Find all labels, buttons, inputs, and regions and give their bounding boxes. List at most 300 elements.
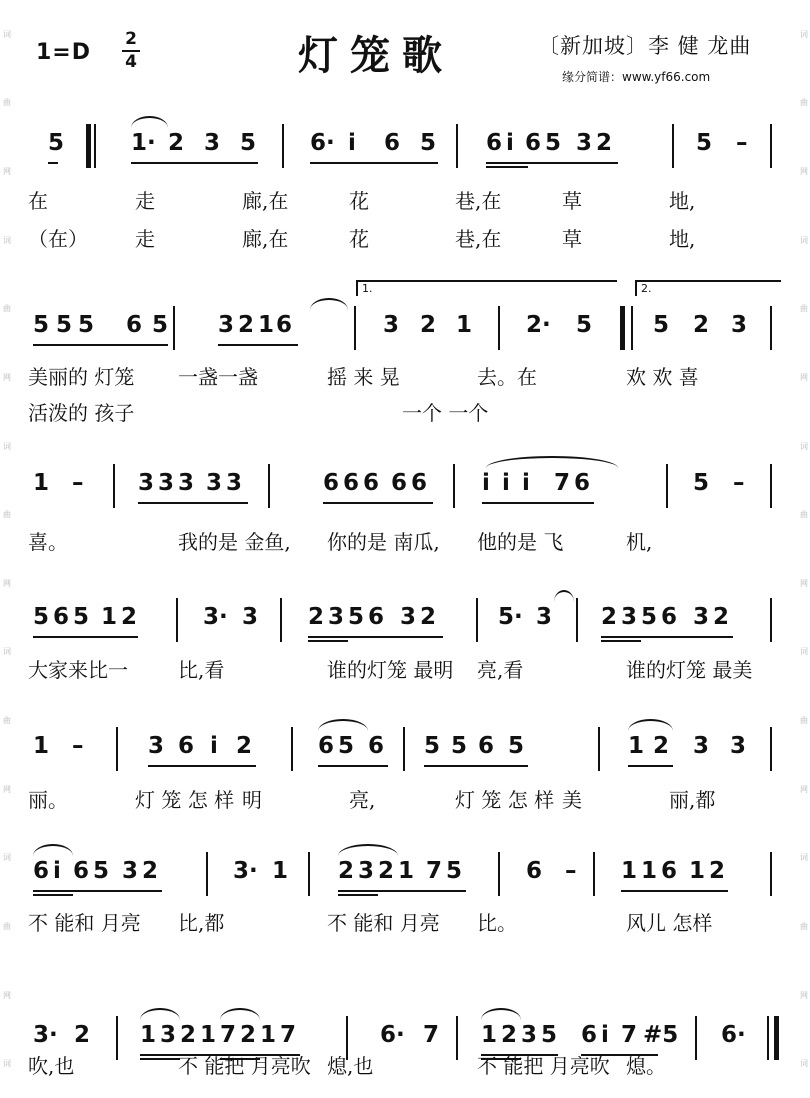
note: 3 [226, 470, 243, 496]
lyric-word: （在） [28, 227, 88, 251]
note: 5 [33, 312, 50, 338]
note: 1 [140, 1022, 157, 1048]
slur-tie [481, 1008, 521, 1020]
note: 3 [400, 604, 417, 630]
watermark-glyph: 词 [800, 441, 808, 451]
beam-underline [33, 636, 138, 638]
note: 6· [721, 1022, 746, 1048]
note: 5 [641, 604, 658, 630]
lyric-word: 地, [669, 227, 696, 251]
barline [666, 464, 668, 508]
lyric-word: 亮,看 [477, 658, 524, 682]
composer-credit: 〔新加坡〕李 健 龙曲 [538, 34, 752, 58]
note: 3 [138, 470, 155, 496]
watermark-glyph: 词 [800, 647, 808, 657]
note: – [72, 733, 84, 759]
music-row [28, 858, 783, 892]
beam-underline [486, 166, 528, 168]
note: i [53, 858, 61, 884]
note: i [482, 470, 490, 496]
barline [280, 598, 282, 642]
note: 7 [554, 470, 571, 496]
beam-underline [601, 636, 733, 638]
note: 5 [451, 733, 468, 759]
watermark-glyph: 曲 [3, 510, 11, 520]
note: 2 [420, 312, 437, 338]
note: 3 [160, 1022, 177, 1048]
barline [282, 124, 284, 168]
watermark-glyph: 网 [3, 784, 11, 794]
note: 7 [220, 1022, 237, 1048]
key-signature: 1=D [36, 40, 92, 65]
note: 2 [709, 858, 726, 884]
lyric-line-second [28, 223, 783, 251]
lyric-word: 去。在 [477, 365, 537, 389]
watermark-glyph: 曲 [3, 304, 11, 314]
note: 5 [693, 470, 710, 496]
lyric-word: 丽,都 [669, 788, 716, 812]
lyric-word: 灯 笼 怎 样 [135, 788, 235, 812]
lyric-line [28, 907, 783, 935]
lyric-word: 丽。 [28, 788, 68, 812]
note: 5 [56, 312, 73, 338]
note: 1 [200, 1022, 217, 1048]
slur-tie [554, 590, 574, 602]
note: 5 [93, 858, 110, 884]
barline [113, 464, 115, 508]
note: 3· [33, 1022, 58, 1048]
note: 6 [391, 470, 408, 496]
lyric-word: 我的是 金鱼, [178, 530, 291, 554]
beam-underline [33, 894, 73, 896]
beam-underline [308, 640, 348, 642]
lyric-line [28, 526, 783, 554]
barline [672, 124, 674, 168]
note: 2 [308, 604, 325, 630]
note: 6 [323, 470, 340, 496]
music-row [28, 312, 783, 346]
note: i [210, 733, 218, 759]
beam-underline [338, 894, 378, 896]
note: 2 [693, 312, 710, 338]
barline [476, 598, 478, 642]
lyric-word: 活泼的 孩子 [28, 401, 135, 425]
watermark-glyph: 词 [800, 29, 808, 39]
lyric-word: 不 能和 月亮 [28, 911, 141, 935]
beam-underline [601, 640, 641, 642]
lyric-word: 草 [562, 227, 582, 251]
beam-underline [33, 344, 168, 346]
note: 2 [74, 1022, 91, 1048]
watermark-glyph: 网 [800, 167, 808, 177]
beam-underline [482, 502, 594, 504]
barline [116, 727, 118, 771]
note: 6 [478, 733, 495, 759]
note: 6· [310, 130, 335, 156]
note: 2· [526, 312, 551, 338]
lyric-word: 美丽的 灯笼 [28, 365, 135, 389]
note: 7 [423, 1022, 440, 1048]
watermark-right [798, 0, 810, 1098]
barline [593, 852, 595, 896]
note: 5 [696, 130, 713, 156]
music-row [28, 130, 783, 164]
barline [620, 306, 625, 350]
note: 3 [521, 1022, 538, 1048]
lyric-word: 草 [562, 189, 582, 213]
lyric-word: 亮, [349, 788, 376, 812]
note: 3 [328, 604, 345, 630]
watermark-glyph: 词 [800, 853, 808, 863]
lyric-word: 不 能和 月亮 [327, 911, 440, 935]
barline [206, 852, 208, 896]
note: 6 [363, 470, 380, 496]
note: 5 [240, 130, 257, 156]
note: 3 [206, 470, 223, 496]
lyric-word: 熄。 [626, 1054, 666, 1078]
barline [268, 464, 270, 508]
note: 1 [398, 858, 415, 884]
note: 2 [713, 604, 730, 630]
note: 6 [33, 858, 50, 884]
watermark-glyph: 曲 [800, 510, 808, 520]
beam-underline [33, 890, 162, 892]
note: 2 [168, 130, 185, 156]
note: 3 [204, 130, 221, 156]
barline [576, 598, 578, 642]
slur-tie [318, 719, 368, 731]
beam-underline [338, 890, 466, 892]
lyric-word: 大家来比一 [28, 658, 128, 682]
barline [631, 306, 633, 350]
note: – [72, 470, 84, 496]
watermark-glyph: 曲 [800, 98, 808, 108]
lyric-word: 不 能把 月亮吹 [477, 1054, 610, 1078]
music-row [28, 470, 783, 504]
note: #5 [643, 1022, 679, 1048]
note: 5 [33, 604, 50, 630]
lyric-word: 比,都 [178, 911, 225, 935]
note: 5· [498, 604, 523, 630]
note: i [506, 130, 514, 156]
note: 6 [368, 733, 385, 759]
note: i [502, 470, 510, 496]
music-row [28, 733, 783, 767]
watermark-glyph: 网 [800, 784, 808, 794]
beam-underline [628, 765, 673, 767]
note: 2 [601, 604, 618, 630]
slur-tie [33, 844, 73, 856]
watermark-glyph: 词 [3, 441, 11, 451]
note: 5 [545, 130, 562, 156]
note: 6 [53, 604, 70, 630]
note: 7 [426, 858, 443, 884]
note: 6 [73, 858, 90, 884]
beam-underline [424, 765, 528, 767]
note: 5 [420, 130, 437, 156]
note: 2 [142, 858, 159, 884]
beam-underline [218, 344, 298, 346]
note: 2 [236, 733, 253, 759]
note: 3 [731, 312, 748, 338]
note: 6 [384, 130, 401, 156]
lyric-word: 熄,也 [327, 1054, 374, 1078]
note: 1 [33, 733, 50, 759]
watermark-glyph: 曲 [3, 921, 11, 931]
lyric-word: 谁的灯笼 最明 [327, 658, 454, 682]
note: 1 [456, 312, 473, 338]
lyric-word: 灯 笼 怎 样 [455, 788, 555, 812]
lyric-word: 巷,在 [455, 227, 502, 251]
note: 6 [526, 858, 543, 884]
slur-tie [140, 1008, 180, 1020]
note: 5 [78, 312, 95, 338]
slur-tie [131, 116, 168, 128]
note: – [736, 130, 748, 156]
note: 6 [126, 312, 143, 338]
lyric-word: 不 能把 月亮吹 [178, 1054, 311, 1078]
beam-underline [486, 162, 618, 164]
beam-underline [131, 162, 258, 164]
lyric-line-second [28, 397, 783, 425]
note: 6 [661, 858, 678, 884]
lyric-word: 机, [626, 530, 653, 554]
meter-top: 2 [125, 29, 137, 49]
lyric-line [28, 784, 783, 812]
beam-underline [138, 502, 248, 504]
note: 1 [621, 858, 638, 884]
note: 5 [653, 312, 670, 338]
lyric-word: 你的是 南瓜, [327, 530, 440, 554]
note: 6 [276, 312, 293, 338]
lyric-word: 一个 一个 [402, 401, 489, 425]
note: 5 [424, 733, 441, 759]
barline [86, 124, 91, 168]
barline [770, 124, 772, 168]
barline [94, 124, 96, 168]
note: 5 [152, 312, 169, 338]
lyric-word: 明 [242, 788, 262, 812]
watermark-glyph: 词 [800, 1059, 808, 1069]
watermark-glyph: 词 [3, 235, 11, 245]
lyric-line [28, 185, 783, 213]
note: 5 [73, 604, 90, 630]
note: 5 [338, 733, 355, 759]
lyric-word: 花 [349, 227, 369, 251]
note: 6 [661, 604, 678, 630]
note: 1 [481, 1022, 498, 1048]
note: 5 [508, 733, 525, 759]
lyric-word: 比,看 [178, 658, 225, 682]
barline [498, 306, 500, 350]
watermark-glyph: 网 [3, 990, 11, 1000]
note: 1 [689, 858, 706, 884]
note: – [733, 470, 745, 496]
barline [770, 306, 772, 350]
note: 6· [380, 1022, 405, 1048]
volta-first: 1. [356, 280, 617, 296]
note: 2 [180, 1022, 197, 1048]
watermark-glyph: 曲 [800, 716, 808, 726]
note: 5 [48, 130, 65, 156]
slur-tie [486, 456, 618, 468]
note: 2 [596, 130, 613, 156]
lyric-word: 欢 欢 喜 [626, 365, 699, 389]
barline [770, 852, 772, 896]
note: i [522, 470, 530, 496]
watermark-glyph: 曲 [3, 716, 11, 726]
watermark-glyph: 词 [3, 853, 11, 863]
barline [770, 464, 772, 508]
note: 3 [178, 470, 195, 496]
lyric-word: 比。 [477, 911, 517, 935]
note: 7 [621, 1022, 638, 1048]
note: 6 [525, 130, 542, 156]
note: 6 [343, 470, 360, 496]
note: 3 [693, 604, 710, 630]
note: 3 [218, 312, 235, 338]
watermark-glyph: 网 [800, 990, 808, 1000]
note: 3 [158, 470, 175, 496]
note: 6 [486, 130, 503, 156]
note: 3 [693, 733, 710, 759]
slur-tie [310, 298, 348, 310]
barline [173, 306, 175, 350]
note: 2 [653, 733, 670, 759]
meter-bottom: 4 [125, 52, 137, 72]
barline [403, 727, 405, 771]
note: 2 [338, 858, 355, 884]
source-credit: 缘分简谱：www.yf66.com [562, 70, 711, 84]
note: 5 [541, 1022, 558, 1048]
note: 6 [411, 470, 428, 496]
note: 1 [641, 858, 658, 884]
watermark-glyph: 网 [3, 167, 11, 177]
note: 1 [260, 1022, 277, 1048]
barline [598, 727, 600, 771]
beam-underline [310, 162, 438, 164]
watermark-glyph: 词 [3, 1059, 11, 1069]
note: 3 [730, 733, 747, 759]
note: 3 [621, 604, 638, 630]
note: 3 [122, 858, 139, 884]
beam-underline [48, 162, 58, 164]
song-title: 灯笼歌 [298, 33, 454, 79]
note: 1· [131, 130, 156, 156]
note: 2 [420, 604, 437, 630]
barline [176, 598, 178, 642]
watermark-glyph: 词 [800, 235, 808, 245]
watermark-glyph: 网 [3, 372, 11, 382]
lyric-word: 走 [135, 189, 155, 213]
beam-underline [323, 502, 433, 504]
note: 6 [178, 733, 195, 759]
note: 3· [203, 604, 228, 630]
beam-underline [621, 890, 728, 892]
lyric-word: 地, [669, 189, 696, 213]
watermark-glyph: 网 [800, 578, 808, 588]
note: 3 [358, 858, 375, 884]
note: 6 [574, 470, 591, 496]
note: 3 [148, 733, 165, 759]
note: 1 [258, 312, 275, 338]
lyric-line [28, 1050, 783, 1078]
lyric-word: 一盏一盏 [178, 365, 258, 389]
lyric-word: 走 [135, 227, 155, 251]
note: 1 [272, 858, 289, 884]
note: 6 [318, 733, 335, 759]
lyric-word: 吹,也 [28, 1054, 75, 1078]
note: 2 [238, 312, 255, 338]
barline [308, 852, 310, 896]
barline [354, 306, 356, 350]
note: 7 [280, 1022, 297, 1048]
note: i [601, 1022, 609, 1048]
barline [770, 598, 772, 642]
barline [456, 124, 458, 168]
lyric-word: 摇 来 晃 [327, 365, 400, 389]
note: 1 [101, 604, 118, 630]
barline [291, 727, 293, 771]
lyric-line [28, 361, 783, 389]
beam-underline [318, 765, 388, 767]
barline [770, 727, 772, 771]
note: 2 [240, 1022, 257, 1048]
note: 3· [233, 858, 258, 884]
note: 1 [33, 470, 50, 496]
watermark-glyph: 曲 [800, 304, 808, 314]
note: 6 [368, 604, 385, 630]
note: i [348, 130, 356, 156]
watermark-left [1, 0, 13, 1098]
time-signature [120, 30, 142, 72]
note: 1 [628, 733, 645, 759]
watermark-glyph: 曲 [3, 98, 11, 108]
note: 2 [501, 1022, 518, 1048]
lyric-line [28, 654, 783, 682]
watermark-glyph: 词 [3, 29, 11, 39]
lyric-word: 廊,在 [242, 189, 289, 213]
barline [498, 852, 500, 896]
note: 3 [242, 604, 259, 630]
note: 5 [576, 312, 593, 338]
barline [453, 464, 455, 508]
lyric-word: 风儿 怎样 [626, 911, 713, 935]
beam-underline [308, 636, 443, 638]
note: 5 [348, 604, 365, 630]
note: 3 [383, 312, 400, 338]
slur-tie [338, 844, 398, 856]
note: 3 [576, 130, 593, 156]
watermark-glyph: 词 [3, 647, 11, 657]
lyric-word: 花 [349, 189, 369, 213]
note: 6 [581, 1022, 598, 1048]
slur-tie [628, 719, 673, 731]
note: 5 [446, 858, 463, 884]
slur-tie [220, 1008, 260, 1020]
watermark-glyph: 曲 [800, 921, 808, 931]
note: 2 [121, 604, 138, 630]
volta-second: 2. [635, 280, 781, 296]
note: 2 [378, 858, 395, 884]
beam-underline [148, 765, 256, 767]
lyric-word: 他的是 飞 [477, 530, 564, 554]
watermark-glyph: 网 [800, 372, 808, 382]
lyric-word: 廊,在 [242, 227, 289, 251]
lyric-word: 谁的灯笼 最美 [626, 658, 753, 682]
note: 3 [536, 604, 553, 630]
lyric-word: 在 [28, 189, 48, 213]
